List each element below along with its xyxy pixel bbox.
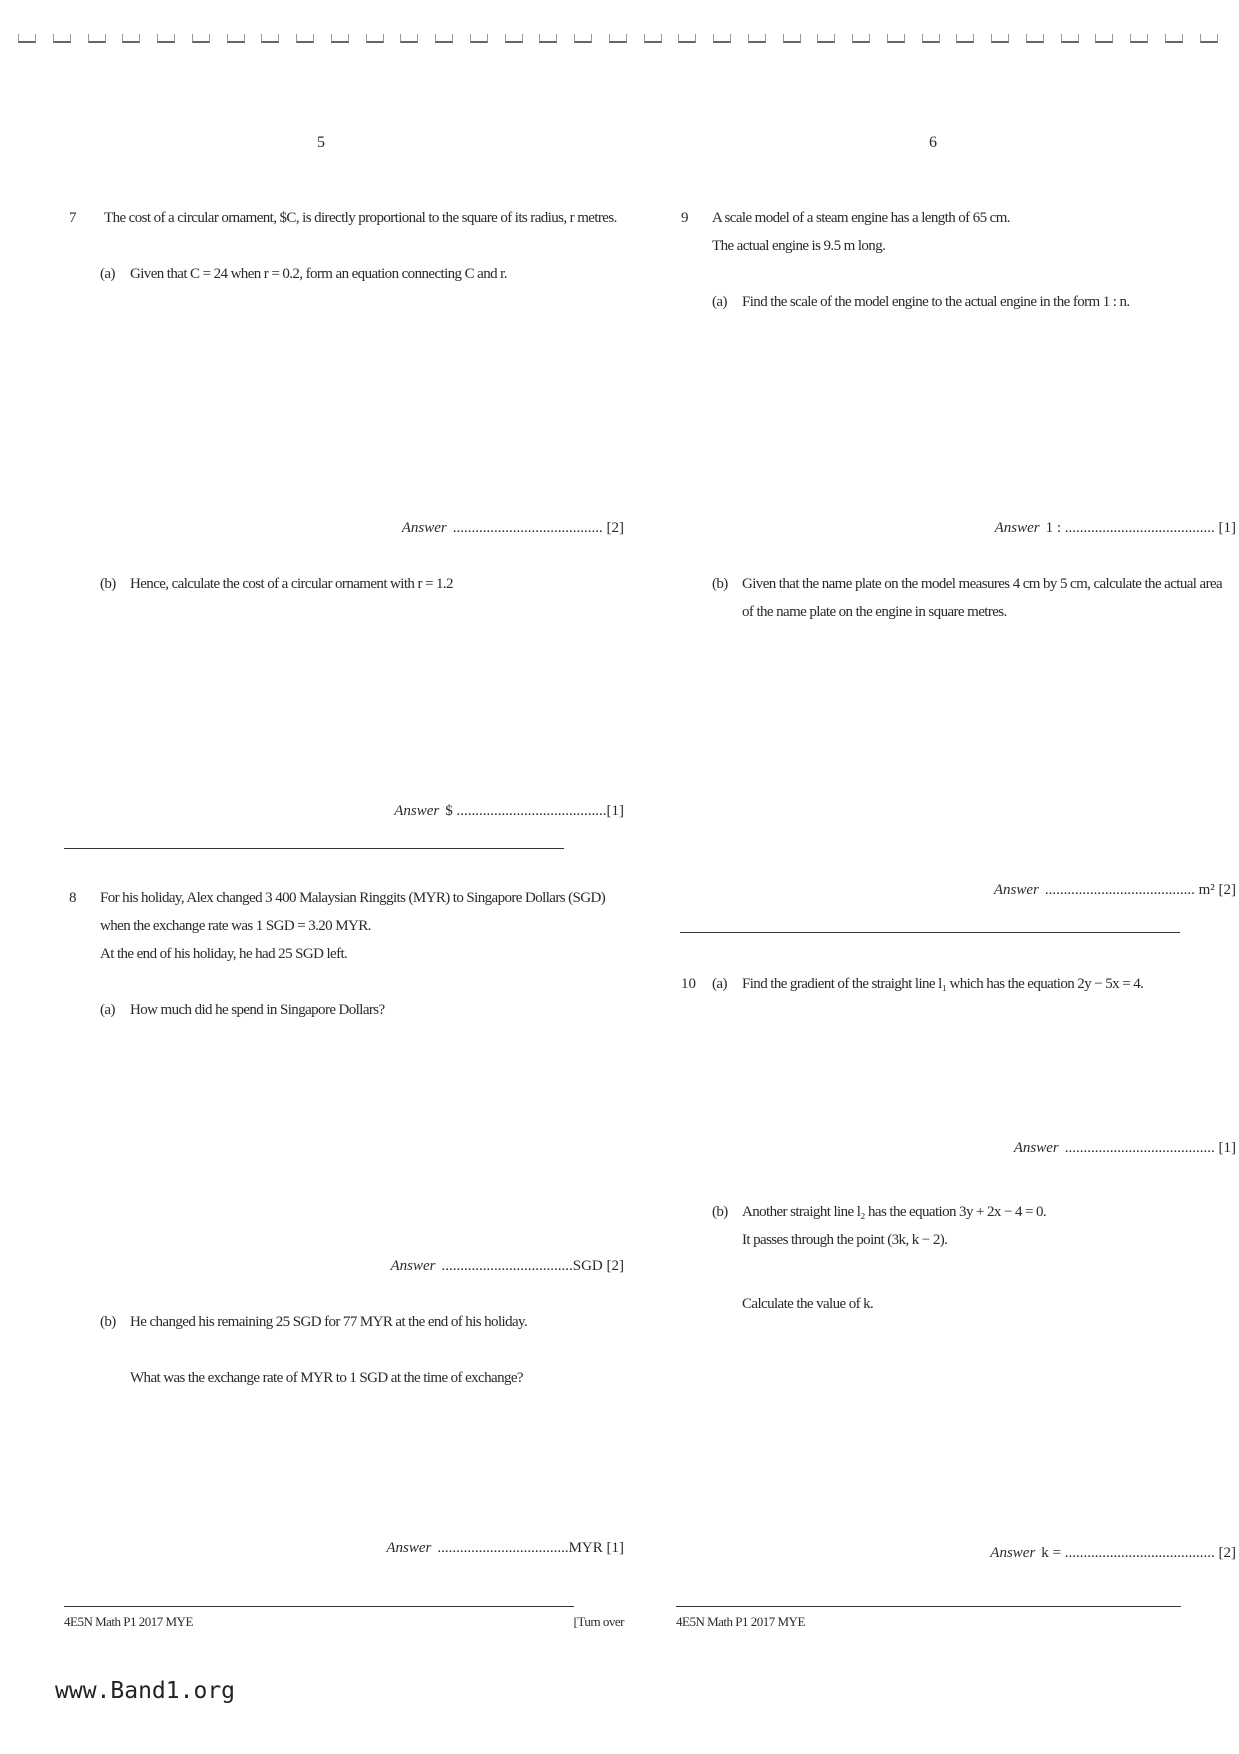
q8a-label: (a): [100, 1002, 115, 1018]
q7a-text: Given that C = 24 when r = 0.2, form an equation connecting C and r.: [130, 266, 507, 282]
q7b-text: Hence, calculate the cost of a circular ornament with r = 1.2: [130, 576, 453, 592]
footer-rule: [676, 1606, 1181, 1607]
question-9-stem-line-2: The actual engine is 9.5 m long.: [712, 238, 886, 254]
question-10-number: 10: [681, 976, 696, 992]
q10b-label: (b): [712, 1204, 728, 1220]
question-7-stem: The cost of a circular ornament, $C, is directly proportional to the square of its radius, r metres.: [104, 210, 617, 226]
q9b-text-line-2: of the name plate on the engine in square metres.: [742, 604, 1007, 620]
q9a-text: Find the scale of the model engine to the actual engine in the form 1 : n.: [742, 294, 1130, 310]
q8b-label: (b): [100, 1314, 116, 1330]
q7a-label: (a): [100, 266, 115, 282]
question-8-stem-line-2: when the exchange rate was 1 SGD = 3.20 MYR.: [100, 918, 371, 934]
question-7-number: 7: [69, 210, 77, 226]
turn-over-note: [Turn over: [573, 1614, 624, 1629]
q10b-text-line-2: It passes through the point (3k, k − 2).: [742, 1232, 948, 1248]
question-8-stem-line-3: At the end of his holiday, he had 25 SGD left.: [100, 946, 348, 962]
q9a-label: (a): [712, 294, 727, 310]
q8b-subtext: What was the exchange rate of MYR to 1 SGD at the time of exchange?: [130, 1370, 523, 1386]
question-9-stem-line-1: A scale model of a steam engine has a length of 65 cm.: [712, 210, 1010, 226]
footer-code: 4E5N Math P1 2017 MYE: [64, 1614, 193, 1629]
q9b-text-line-1: Given that the name plate on the model measures 4 cm by 5 cm, calculate the actual area: [742, 576, 1223, 592]
q10b-text-line-1: Another straight line l₂ has the equation 3y + 2x − 4 = 0.: [742, 1204, 1047, 1220]
question-8-stem-line-1: For his holiday, Alex changed 3 400 Malaysian Ringgits (MYR) to Singapore Dollars (SGD): [100, 890, 606, 906]
q9b-answer-line[interactable]: Answer ........................................ m² [2]: [993, 882, 1236, 898]
q8a-answer-line[interactable]: Answer ...................................SGD [2]: [390, 1258, 624, 1274]
page-number: 6: [929, 134, 937, 151]
q9b-label: (b): [712, 576, 728, 592]
footer-rule: [64, 1606, 574, 1607]
section-divider: [680, 932, 1180, 933]
question-8-number: 8: [69, 890, 77, 906]
section-divider: [64, 848, 564, 849]
right-page: [676, 0, 1236, 1650]
q8b-text: He changed his remaining 25 SGD for 77 MYR at the end of his holiday.: [130, 1314, 528, 1330]
footer-code: 4E5N Math P1 2017 MYE: [676, 1614, 805, 1629]
q10a-answer-line[interactable]: Answer ........................................ [1]: [1013, 1140, 1236, 1156]
q7a-answer-line[interactable]: Answer ........................................ [2]: [401, 520, 624, 536]
page-number: 5: [317, 134, 325, 151]
q10a-label: (a): [712, 976, 727, 992]
q7b-answer-line[interactable]: Answer $ ........................................[1]: [394, 803, 624, 819]
watermark-url: www.Band1.org: [55, 1678, 236, 1704]
q10b-subtext: Calculate the value of k.: [742, 1296, 874, 1312]
q9a-answer-line[interactable]: Answer 1 : ........................................ [1]: [994, 520, 1236, 536]
q10a-text: Find the gradient of the straight line l₁ which has the equation 2y − 5x = 4.: [742, 976, 1144, 992]
question-9-number: 9: [681, 210, 689, 226]
q7b-label: (b): [100, 576, 116, 592]
q10b-answer-line[interactable]: Answer k = ........................................ [2]: [990, 1545, 1236, 1561]
left-page: [64, 0, 624, 1650]
q8b-answer-line[interactable]: Answer ...................................MYR [1]: [386, 1540, 624, 1556]
q8a-text: How much did he spend in Singapore Dollars?: [130, 1002, 385, 1018]
